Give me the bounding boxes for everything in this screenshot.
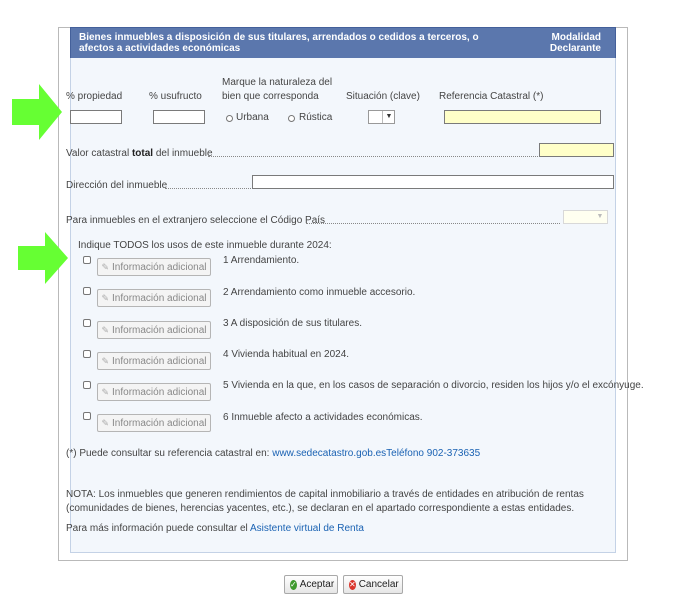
info-adicional-button[interactable] <box>97 352 211 370</box>
dialog-title: Bienes inmuebles a disposición de sus titulares, arrendados o cedidos a terceros, o afectos a actividades económicas <box>79 32 479 54</box>
referencia-label: Referencia Catastral (*) <box>439 91 544 102</box>
info-adicional-label: Información adicional <box>112 386 207 398</box>
situacion-label: Situación (clave) <box>346 91 420 102</box>
valor-label <box>66 148 213 159</box>
info-adicional-button[interactable] <box>97 383 211 401</box>
modalidad-line1: Modalidad <box>551 32 601 43</box>
info-adicional-button[interactable] <box>97 289 211 307</box>
info-line <box>66 523 364 534</box>
uso-5-checkbox[interactable] <box>83 381 91 389</box>
direccion-label: Dirección del inmueble <box>66 180 168 191</box>
pais-select[interactable] <box>563 210 608 224</box>
uso-2-checkbox[interactable] <box>83 287 91 295</box>
pencil-icon: ✎ <box>101 355 110 366</box>
usufructo-input[interactable] <box>153 110 205 124</box>
info-adicional-label: Información adicional <box>112 324 207 336</box>
propiedad-label: % propiedad <box>66 91 123 102</box>
cancelar-button[interactable] <box>343 575 403 594</box>
uso-label: 6 Inmueble afecto a actividades económicas. <box>223 412 423 423</box>
modalidad-line2: Declarante <box>549 43 601 54</box>
info-adicional-label: Información adicional <box>112 355 207 367</box>
chevron-down-icon: ▼ <box>596 213 604 220</box>
valor-input[interactable] <box>539 143 614 157</box>
close-icon: ✕ <box>349 579 356 589</box>
usos-heading: Indique TODOS los usos de este inmueble durante 2024: <box>78 240 332 251</box>
info-adicional-button[interactable] <box>97 414 211 432</box>
info-adicional-label: Información adicional <box>112 292 207 304</box>
pencil-icon: ✎ <box>101 261 110 272</box>
catastro-text: (*) Puede consultar su referencia catastral en: <box>66 448 273 459</box>
urbana-label: Urbana <box>236 112 269 123</box>
check-icon: ✓ <box>290 579 297 589</box>
pais-label: Para inmuebles en el extranjero seleccione el Código País <box>66 215 326 226</box>
valor-label-pre: Valor catastral <box>66 148 132 159</box>
naturaleza-label-1: Marque la naturaleza del <box>222 77 333 88</box>
pencil-icon: ✎ <box>101 292 110 303</box>
uso-4-checkbox[interactable] <box>83 350 91 358</box>
uso-label: 5 Vivienda en la que, en los casos de separación o divorcio, residen los hijos y/o el excónyuge. <box>223 380 644 391</box>
uso-6-checkbox[interactable] <box>83 412 91 420</box>
propiedad-input[interactable] <box>70 110 122 124</box>
asistente-link[interactable]: Asistente virtual de Renta <box>250 523 364 534</box>
highlight-arrow-icon <box>18 232 68 284</box>
naturaleza-label-2: bien que corresponda <box>222 91 319 102</box>
sedecatastro-link[interactable]: www.sedecatastro.gob.es <box>272 448 387 459</box>
pencil-icon: ✎ <box>101 386 110 397</box>
pencil-icon: ✎ <box>101 324 110 335</box>
info-adicional-label: Información adicional <box>112 261 207 273</box>
info-adicional-button[interactable] <box>97 321 211 339</box>
pais-leader <box>306 223 560 224</box>
valor-label-bold: total <box>131 148 154 159</box>
direccion-leader <box>165 188 251 189</box>
nota-line-1: NOTA: Los inmuebles que generen rendimientos de capital inmobiliario a través de entidades en atribución de rentas <box>66 489 584 500</box>
aceptar-label: Aceptar <box>299 579 335 590</box>
uso-label: 3 A disposición de sus titulares. <box>223 318 362 329</box>
info-adicional-button[interactable] <box>97 258 211 276</box>
uso-1-checkbox[interactable] <box>83 256 91 264</box>
cancelar-label: Cancelar <box>358 579 399 590</box>
info-adicional-label: Información adicional <box>112 417 207 429</box>
info-text: Para más información puede consultar el <box>66 523 250 534</box>
direccion-input[interactable] <box>252 175 614 189</box>
dialog-header <box>70 27 616 60</box>
chevron-down-icon: ▼ <box>382 111 395 123</box>
aceptar-button[interactable] <box>284 575 338 594</box>
uso-label: 4 Vivienda habitual en 2024. <box>223 349 350 360</box>
catastro-note <box>66 448 480 459</box>
valor-leader <box>208 156 538 157</box>
referencia-input[interactable] <box>444 110 601 124</box>
telefono-link[interactable]: Teléfono 902-373635 <box>386 448 481 459</box>
situacion-select[interactable] <box>368 110 395 124</box>
rustica-label: Rústica <box>299 112 333 123</box>
uso-3-checkbox[interactable] <box>83 319 91 327</box>
usufructo-label: % usufructo <box>149 91 202 102</box>
uso-label: 2 Arrendamiento como inmueble accesorio. <box>223 287 416 298</box>
pencil-icon: ✎ <box>101 417 110 428</box>
urbana-radio[interactable] <box>226 115 233 122</box>
rustica-radio[interactable] <box>288 115 295 122</box>
modalidad-label <box>550 32 601 54</box>
highlight-arrow-icon <box>12 84 62 140</box>
uso-label: 1 Arrendamiento. <box>223 255 300 266</box>
nota-line-2: (comunidades de bienes, herencias yacentes, etc.), se declaran en el apartado correspondiente a estas entidades. <box>66 503 575 514</box>
valor-label-post: del inmueble <box>153 148 213 159</box>
